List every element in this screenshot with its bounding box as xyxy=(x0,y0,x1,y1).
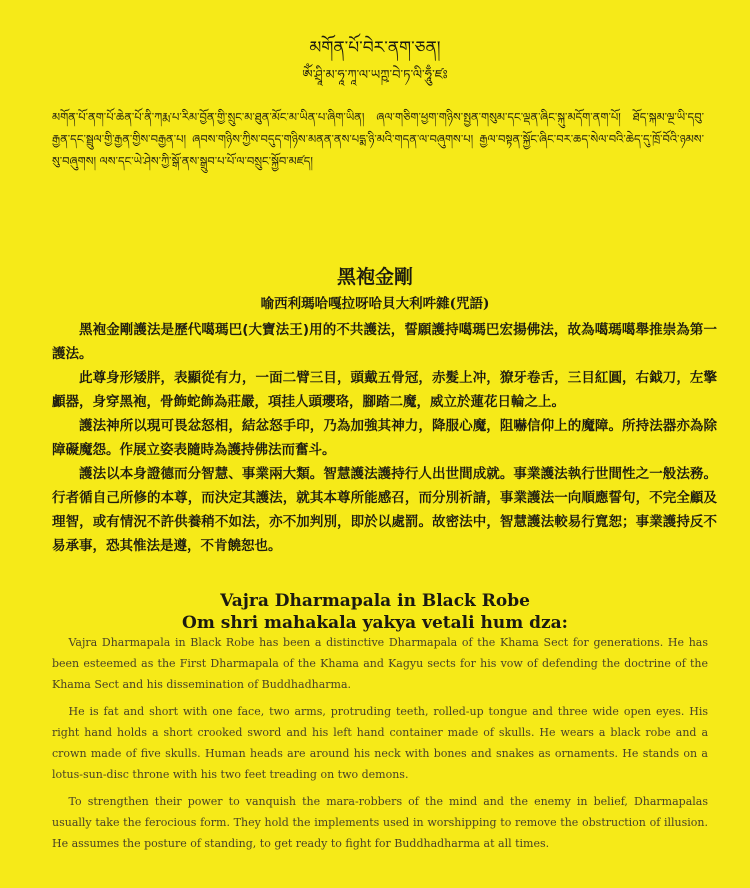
chinese-paragraph-3: 護法神所以現可畏忿怒相，結忿怒手印，乃為加強其神力，降服心魔，阻嚇信仰上的魔障。所持法器亦為除障礙魔怨。作展立姿表隨時為護持佛法而奮斗。 xyxy=(52,418,717,458)
english-title: Vajra Dharmapala in Black Robe xyxy=(220,591,530,611)
chinese-mantra: 喻西利瑪哈嘎拉呀哈貝大利吽雜(咒語) xyxy=(260,296,490,312)
chinese-body xyxy=(52,318,717,558)
english-paragraph-1: Vajra Dharmapala in Black Robe has been a distinctive Dharmapala of the Khama Sect for generations. He has been esteemed as the First Dharmapala of the Khama and Kagyu sects for his vow of defending the doctrine of the Khama Sect and his dissemination of Buddhadharma. xyxy=(52,636,708,691)
chinese-paragraph-1: 黑袍金剛護法是歷代噶瑪巴(大寶法王)用的不共護法，誓願護持噶瑪巴宏揚佛法，故為噶瑪噶舉推崇為第一護法。 xyxy=(52,322,717,362)
english-paragraph-3: To strengthen their power to vanquish the mara-robbers of the mind and the enemy in belief, Dharmapalas usually take the ferocious form. They hold the implements used in worshipping to remove the obstruction of illusion. He assumes the posture of standing, to get ready to fight for Buddhadharma at all times. xyxy=(52,795,708,850)
tibetan-mantra: ཨོཾ་ཤྲཱི་མ་ཧཱ་ཀཱ་ལ་ཡཀྵ་བེ་ཏ་ལི་ཧཱུྃ་ཛཿ xyxy=(302,68,448,83)
chinese-paragraph-4: 護法以本身證德而分智慧、事業兩大類。智慧護法護持行人出世間成就。事業護法執行世間性之一般法務。行者循自己所修的本尊，而決定其護法，就其本尊所能感召，而分別祈請，事業護法一向順應誓句，不完全顧及理智，或有情況不許供養稍不如法，亦不加判別，即於以處罰。故密法中，智慧護法較易行寬恕；事業護持反不易承事，恐其惟法是遵，不肯饒恕也。 xyxy=(52,466,717,554)
english-mantra: Om shri mahakala yakya vetali hum dza: xyxy=(182,613,568,633)
english-body xyxy=(52,632,708,860)
tibetan-paragraph: མགོན་པོ་ནག་པོ་ཆེན་པོ་ནི་ཀརྨ་པ་རིམ་བྱོན་གྱི་སྲུང་མ་ཐུན་མོང་མ་ཡིན་པ་ཞིག་ཡིན། ཞལ་གཅིག་ཕྱག་གཉིས་སྤྱན་གསུམ་དང་ལྡན་ཞིང་སྐུ་མདོག་ནག་པོ། ཐོད་སྐམ་ལྔ་ཡི་དབུ་རྒྱན་དང་སྦྲུལ་གྱི་རྒྱན་གྱིས་བརྒྱན་པ། ཞབས་གཉིས་ཀྱིས་བདུད་གཉིས་མནན་ནས་པདྨ་ཉི་མའི་གདན་ལ་བཞུགས་པ། རྒྱལ་བསྟན་སྐྱོང་ཞིང་བར་ཆད་སེལ་བའི་ཆེད་དུ་ཁྲོ་བོའི་ཉམས་སུ་བཞུགས། ལས་དང་ཡེ་ཤེས་ཀྱི་སྒོ་ནས་སྒྲུབ་པ་པོ་ལ་བསྲུང་སྐྱོབ་མཛད། xyxy=(52,110,704,168)
tibetan-title: མགོན་པོ་བེར་ནག་ཅན། xyxy=(309,38,441,58)
chinese-paragraph-2: 此尊身形矮胖，表顯從有力，一面二臂三目，頭戴五骨冠，赤髮上冲，獠牙卷舌，三目紅圓，右鉞刀，左擎顱器，身穿黑袍，骨飾蛇飾為莊嚴，項挂人頭瓔珞，腳踏二魔，威立於蓮花日輪之上。 xyxy=(52,370,717,410)
chinese-title: 黑袍金剛 xyxy=(336,266,413,288)
english-paragraph-2: He is fat and short with one face, two arms, protruding teeth, rolled-up tongue and three wide open eyes. His right hand holds a short crooked sword and his left hand container made of skulls. He wears a black robe and a crown made of five skulls. Human heads are around his neck with bones and snakes as ornaments. He stands on a lotus-sun-disc throne with his two feet treading on two demons. xyxy=(52,705,708,781)
